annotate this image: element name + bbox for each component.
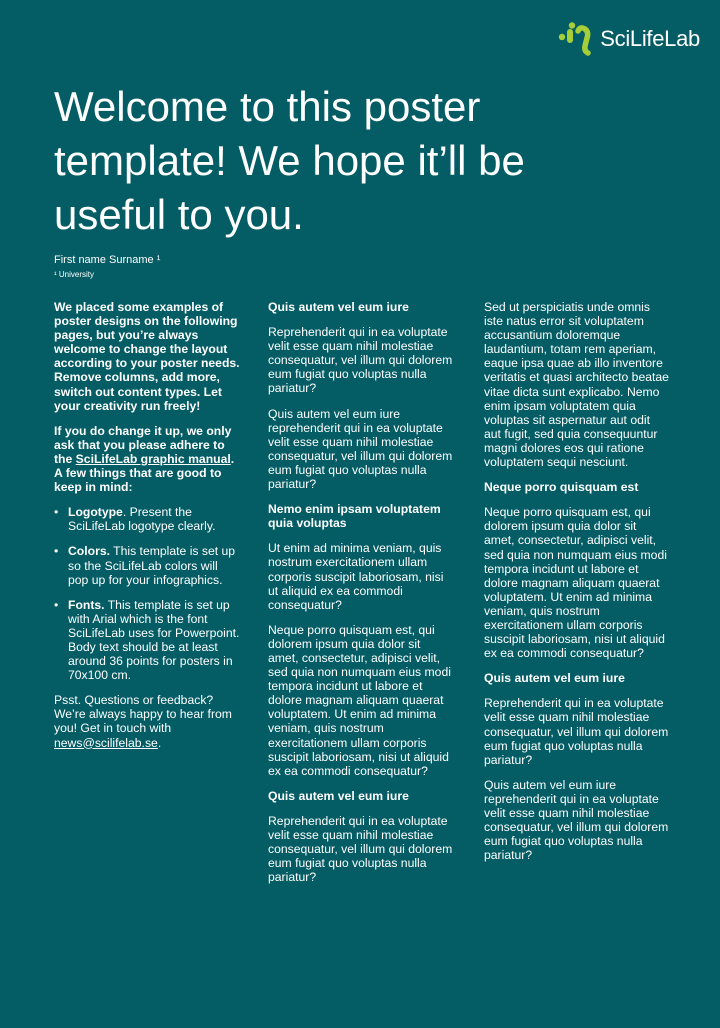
- contact-text: Psst. Questions or feedback? We’re always happy to hear from you! Get in touch with: [54, 693, 232, 736]
- tip-text: This template is set up with Arial which is the font SciLifeLab uses for Powerpoint. Body text should be at least around 36 points for posters in 70x100 cm.: [68, 597, 240, 683]
- section-heading: Quis autem vel eum iure: [268, 300, 409, 314]
- scilifelab-logo: [558, 22, 700, 56]
- tip-title: Colors.: [68, 544, 110, 559]
- list-item: [54, 505, 240, 533]
- guidelines-text: If you do change it up, we only ask that you please adhere to the: [54, 423, 232, 466]
- body-paragraph: Quis autem vel eum iure reprehenderit qui in ea voluptate velit esse quam nihil molestiae consequatur, vel illum qui dolorem eum fugiat quo voluptas nulla pariatur?: [268, 406, 453, 492]
- scilifelab-mark-icon: [558, 22, 594, 56]
- list-item: [54, 544, 240, 586]
- section-heading: Quis autem vel eum iure: [268, 788, 409, 803]
- body-paragraph: Neque porro quisquam est, qui dolorem ipsum quia dolor sit amet, consectetur, adipisci velit, sed quia non numquam eius modi tempora incidunt ut labore et dolore magnam aliquam quaerat voluptatem. Ut enim ad minima veniam, quis nostrum exercitationem ullam corporis suscipit laboriosam, nisi ut aliquid ex ea commodi consequatur?: [268, 622, 451, 778]
- tip-text: This template is set up so the SciLifeLab colors will pop up for your infographics.: [68, 544, 236, 587]
- body-paragraph: Reprehenderit qui in ea voluptate velit esse quam nihil molestiae consequatur, vel illum qui dolorem eum fugiat quo voluptas nulla pariatur?: [268, 325, 453, 396]
- column-middle: [268, 300, 454, 895]
- tip-title: Fonts.: [68, 597, 105, 612]
- guidelines-paragraph: [54, 424, 240, 494]
- body-paragraph: Reprehenderit qui in ea voluptate velit esse quam nihil molestiae consequatur, vel illum qui dolorem eum fugiat quo voluptas nulla pariatur?: [268, 813, 453, 885]
- tip-text: . Present the SciLifeLab logotype clearly.: [68, 505, 216, 534]
- contact-text-end: .: [157, 735, 162, 750]
- guidelines-text-end: . A few things that are good to keep in mind:: [54, 451, 235, 495]
- body-paragraph: Quis autem vel eum iure reprehenderit qui in ea voluptate velit esse quam nihil molestiae consequatur, vel illum qui dolorem eum fugiat quo voluptas nulla pariatur?: [484, 777, 669, 863]
- poster-title: Welcome to this poster template! We hope it’ll be useful to you.: [54, 83, 525, 238]
- contact-email-link[interactable]: news@scilifelab.se: [54, 735, 158, 750]
- body-paragraph: Sed ut perspiciatis unde omnis iste natus error sit voluptatem accusantium doloremque laudantium, totam rem aperiam, eaque ipsa quae ab illo inventore veritatis et quasi architecto beatae vitae dicta sunt explicabo. Nemo enim ipsam voluptatem quia voluptas sit aspernatur aut odit aut fugit, sed quia consequuntur magni dolores eos qui ratione voluptatem sequi nesciunt.: [484, 300, 669, 470]
- author-name: First name Surname ¹: [54, 254, 161, 266]
- body-paragraph: Neque porro quisquam est, qui dolorem ipsum quia dolor sit amet, consectetur, adipisci velit, sed quia non numquam eius modi tempora incidunt ut labore et dolore magnam aliquam quaerat voluptatem. Ut enim ad minima veniam, quis nostrum exercitationem ullam corporis suscipit laboriosam, nisi ut aliquid ex ea commodi consequatur?: [484, 505, 667, 661]
- body-paragraph: Ut enim ad minima veniam, quis nostrum exercitationem ullam corporis suscipit laboriosam, nisi ut aliquid ex ea commodi consequatur?: [268, 541, 444, 612]
- tip-title: Logotype: [68, 505, 123, 520]
- column-left: [54, 300, 240, 761]
- column-right: [484, 300, 670, 873]
- tips-list: [54, 505, 240, 682]
- section-heading: Quis autem vel eum iure: [484, 671, 625, 686]
- list-item: [54, 598, 240, 683]
- intro-paragraph: We placed some examples of poster designs on the following pages, but you’re always welcome to change the layout according to your poster needs. Remove columns, add more, switch out content types. Let your creativity run freely!: [54, 300, 240, 413]
- body-paragraph: Reprehenderit qui in ea voluptate velit esse quam nihil molestiae consequatur, vel illum qui dolorem eum fugiat quo voluptas nulla pariatur?: [484, 696, 669, 767]
- logo-text: SciLifeLab: [600, 26, 700, 51]
- section-heading: Neque porro quisquam est: [484, 480, 639, 495]
- author-affiliation: ¹ University: [54, 270, 95, 279]
- graphic-manual-link[interactable]: SciLifeLab graphic manual: [75, 451, 231, 466]
- contact-paragraph: [54, 693, 240, 749]
- section-heading: Nemo enim ipsam voluptatem quia voluptas: [268, 502, 441, 531]
